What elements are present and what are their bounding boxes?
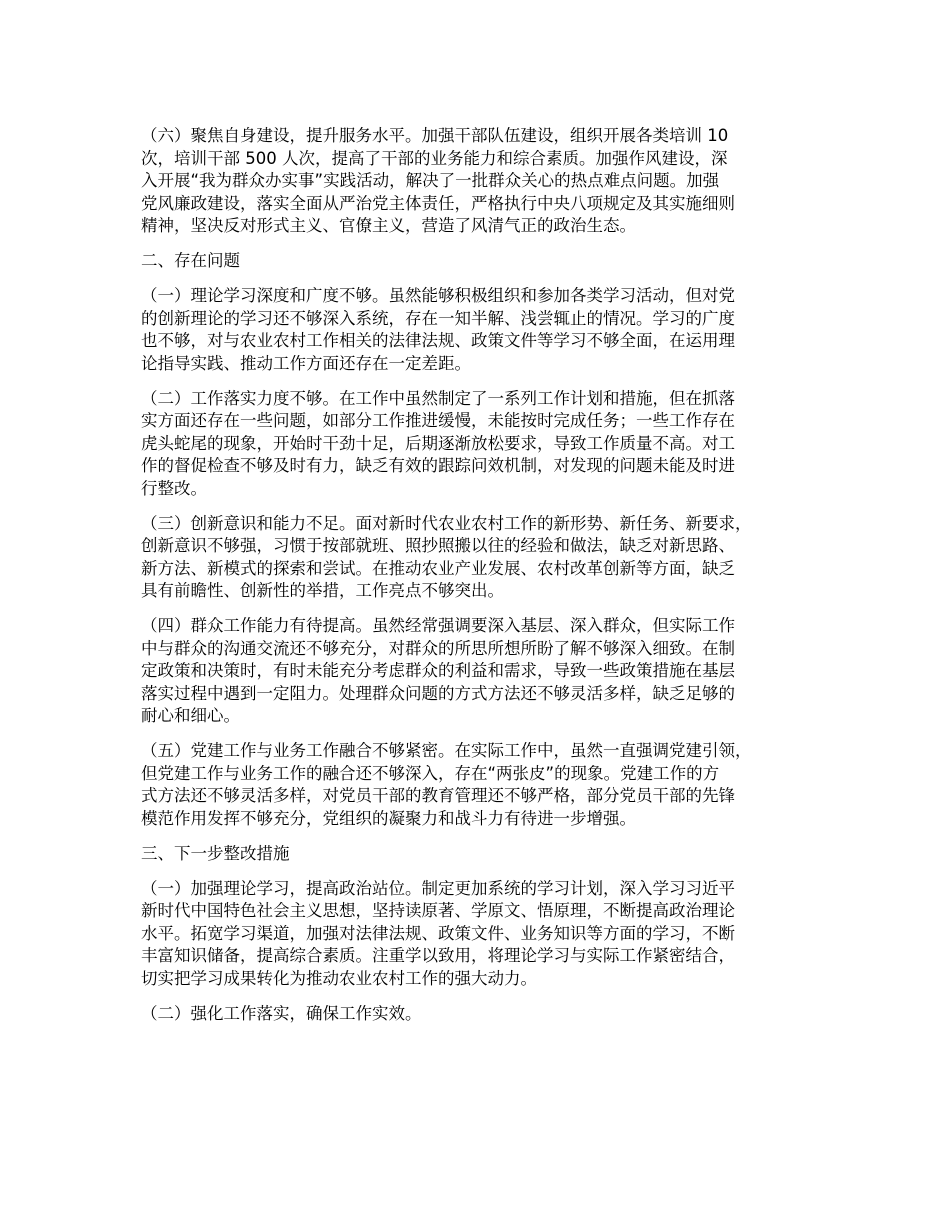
- text-line: 中与群众的沟通交流还不够充分，对群众的所思所想所盼了解不够深入细致。在制: [141, 638, 735, 658]
- paragraph-measure-2-work-implementation: [141, 1003, 831, 1026]
- text-line: 式方法还不够灵活多样，对党员干部的教育管理还不够严格，部分党员干部的先锋: [141, 786, 735, 805]
- text-line: （一）理论学习深度和广度不够。虽然能够积极组织和参加各类学习活动，但对党: [141, 286, 735, 305]
- text-line: （一）加强理论学习，提高政治站位。制定更加系统的学习计划，深入学习习近平: [141, 878, 735, 898]
- paragraph-section-6-self-building: [141, 125, 831, 238]
- text-line: 具有前瞻性、创新性的举措，工作亮点不够突出。: [141, 581, 504, 600]
- heading-next-steps: [141, 843, 831, 866]
- text-line: 模范作用发挥不够充分，党组织的凝聚力和战斗力有待进一步增强。: [141, 808, 636, 828]
- text-line: 实方面还存在一些问题，如部分工作推进缓慢，未能按时完成任务；一些工作存在: [141, 411, 735, 430]
- text-line: 丰富知识储备，提高综合素质。注重学以致用，将理论学习与实际工作紧密结合，: [141, 946, 735, 965]
- text-line: （五）党建工作与业务工作融合不够紧密。在实际工作中，虽然一直强调党建引领，: [141, 741, 752, 760]
- text-line: 论指导实践、推动工作方面还存在一定差距。: [141, 353, 471, 373]
- text-line: 耐心和细心。: [141, 706, 240, 725]
- text-line: 新方法、新模式的探索和尝试。在推动农业产业发展、农村改革创新等方面，缺乏: [141, 558, 735, 578]
- text-line: （三）创新意识和能力不足。面对新时代农业农村工作的新形势、新任务、新要求，: [141, 513, 752, 533]
- heading-existing-problems: [141, 250, 831, 273]
- text-line: （二）工作落实力度不够。在工作中虽然制定了一系列工作计划和措施，但在抓落: [141, 388, 735, 408]
- text-line: 行整改。: [141, 478, 207, 498]
- text-line: 切实把学习成果转化为推动农业农村工作的强大动力。: [141, 968, 537, 988]
- text-line: 入开展“我为群众办实事”实践活动，解决了一批群众关心的热点难点问题。加强: [141, 171, 720, 190]
- text-line: 的创新理论的学习还不够深入系统，存在一知半解、浅尝辄止的情况。学习的广度: [141, 308, 735, 328]
- text-line: 次，培训干部 500 人次，提高了干部的业务能力和综合素质。加强作风建设，深: [141, 148, 728, 168]
- text-line: 创新意识不够强，习惯于按部就班、照抄照搬以往的经验和做法，缺乏对新思路、: [141, 536, 735, 555]
- text-line: 但党建工作与业务工作的融合还不够深入，存在“两张皮”的现象。党建工作的方: [141, 763, 720, 783]
- text-line: 落实过程中遇到一定阻力。处理群众问题的方式方法还不够灵活多样，缺乏足够的: [141, 683, 735, 703]
- text-line: 作的督促检查不够及时有力，缺乏有效的跟踪问效机制，对发现的问题未能及时进: [141, 456, 735, 475]
- text-line: 二、存在问题: [141, 251, 240, 270]
- paragraph-problem-3-innovation: [141, 513, 831, 603]
- text-line: （六）聚焦自身建设，提升服务水平。加强干部队伍建设，组织开展各类培训 10: [141, 126, 729, 145]
- text-line: 也不够，对与农业农村工作相关的法律法规、政策文件等学习不够全面，在运用理: [141, 331, 735, 350]
- text-line: （四）群众工作能力有待提高。虽然经常强调要深入基层、深入群众，但实际工作: [141, 616, 735, 635]
- paragraph-measure-1-theory-study: [141, 878, 831, 991]
- document-body: [141, 125, 831, 1038]
- text-line: 党风廉政建设，落实全面从严治党主体责任，严格执行中央八项规定及其实施细则: [141, 193, 735, 213]
- paragraph-problem-5-party-building: [141, 740, 831, 830]
- text-line: 精神，坚决反对形式主义、官僚主义，营造了风清气正的政治生态。: [141, 216, 636, 235]
- text-line: 定政策和决策时，有时未能充分考虑群众的利益和需求，导致一些政策措施在基层: [141, 661, 735, 680]
- text-line: （二）强化工作落实，确保工作实效。: [141, 1003, 422, 1023]
- paragraph-problem-1-theory-study: [141, 285, 831, 375]
- text-line: 水平。拓宽学习渠道，加强对法律法规、政策文件、业务知识等方面的学习，不断: [141, 923, 735, 943]
- paragraph-problem-2-work-implementation: [141, 388, 831, 501]
- paragraph-problem-4-mass-work: [141, 615, 831, 728]
- text-line: 三、下一步整改措施: [141, 843, 290, 863]
- text-line: 新时代中国特色社会主义思想，坚持读原著、学原文、悟原理，不断提高政治理论: [141, 901, 735, 920]
- text-line: 虎头蛇尾的现象，开始时干劲十足，后期逐渐放松要求，导致工作质量不高。对工: [141, 433, 735, 453]
